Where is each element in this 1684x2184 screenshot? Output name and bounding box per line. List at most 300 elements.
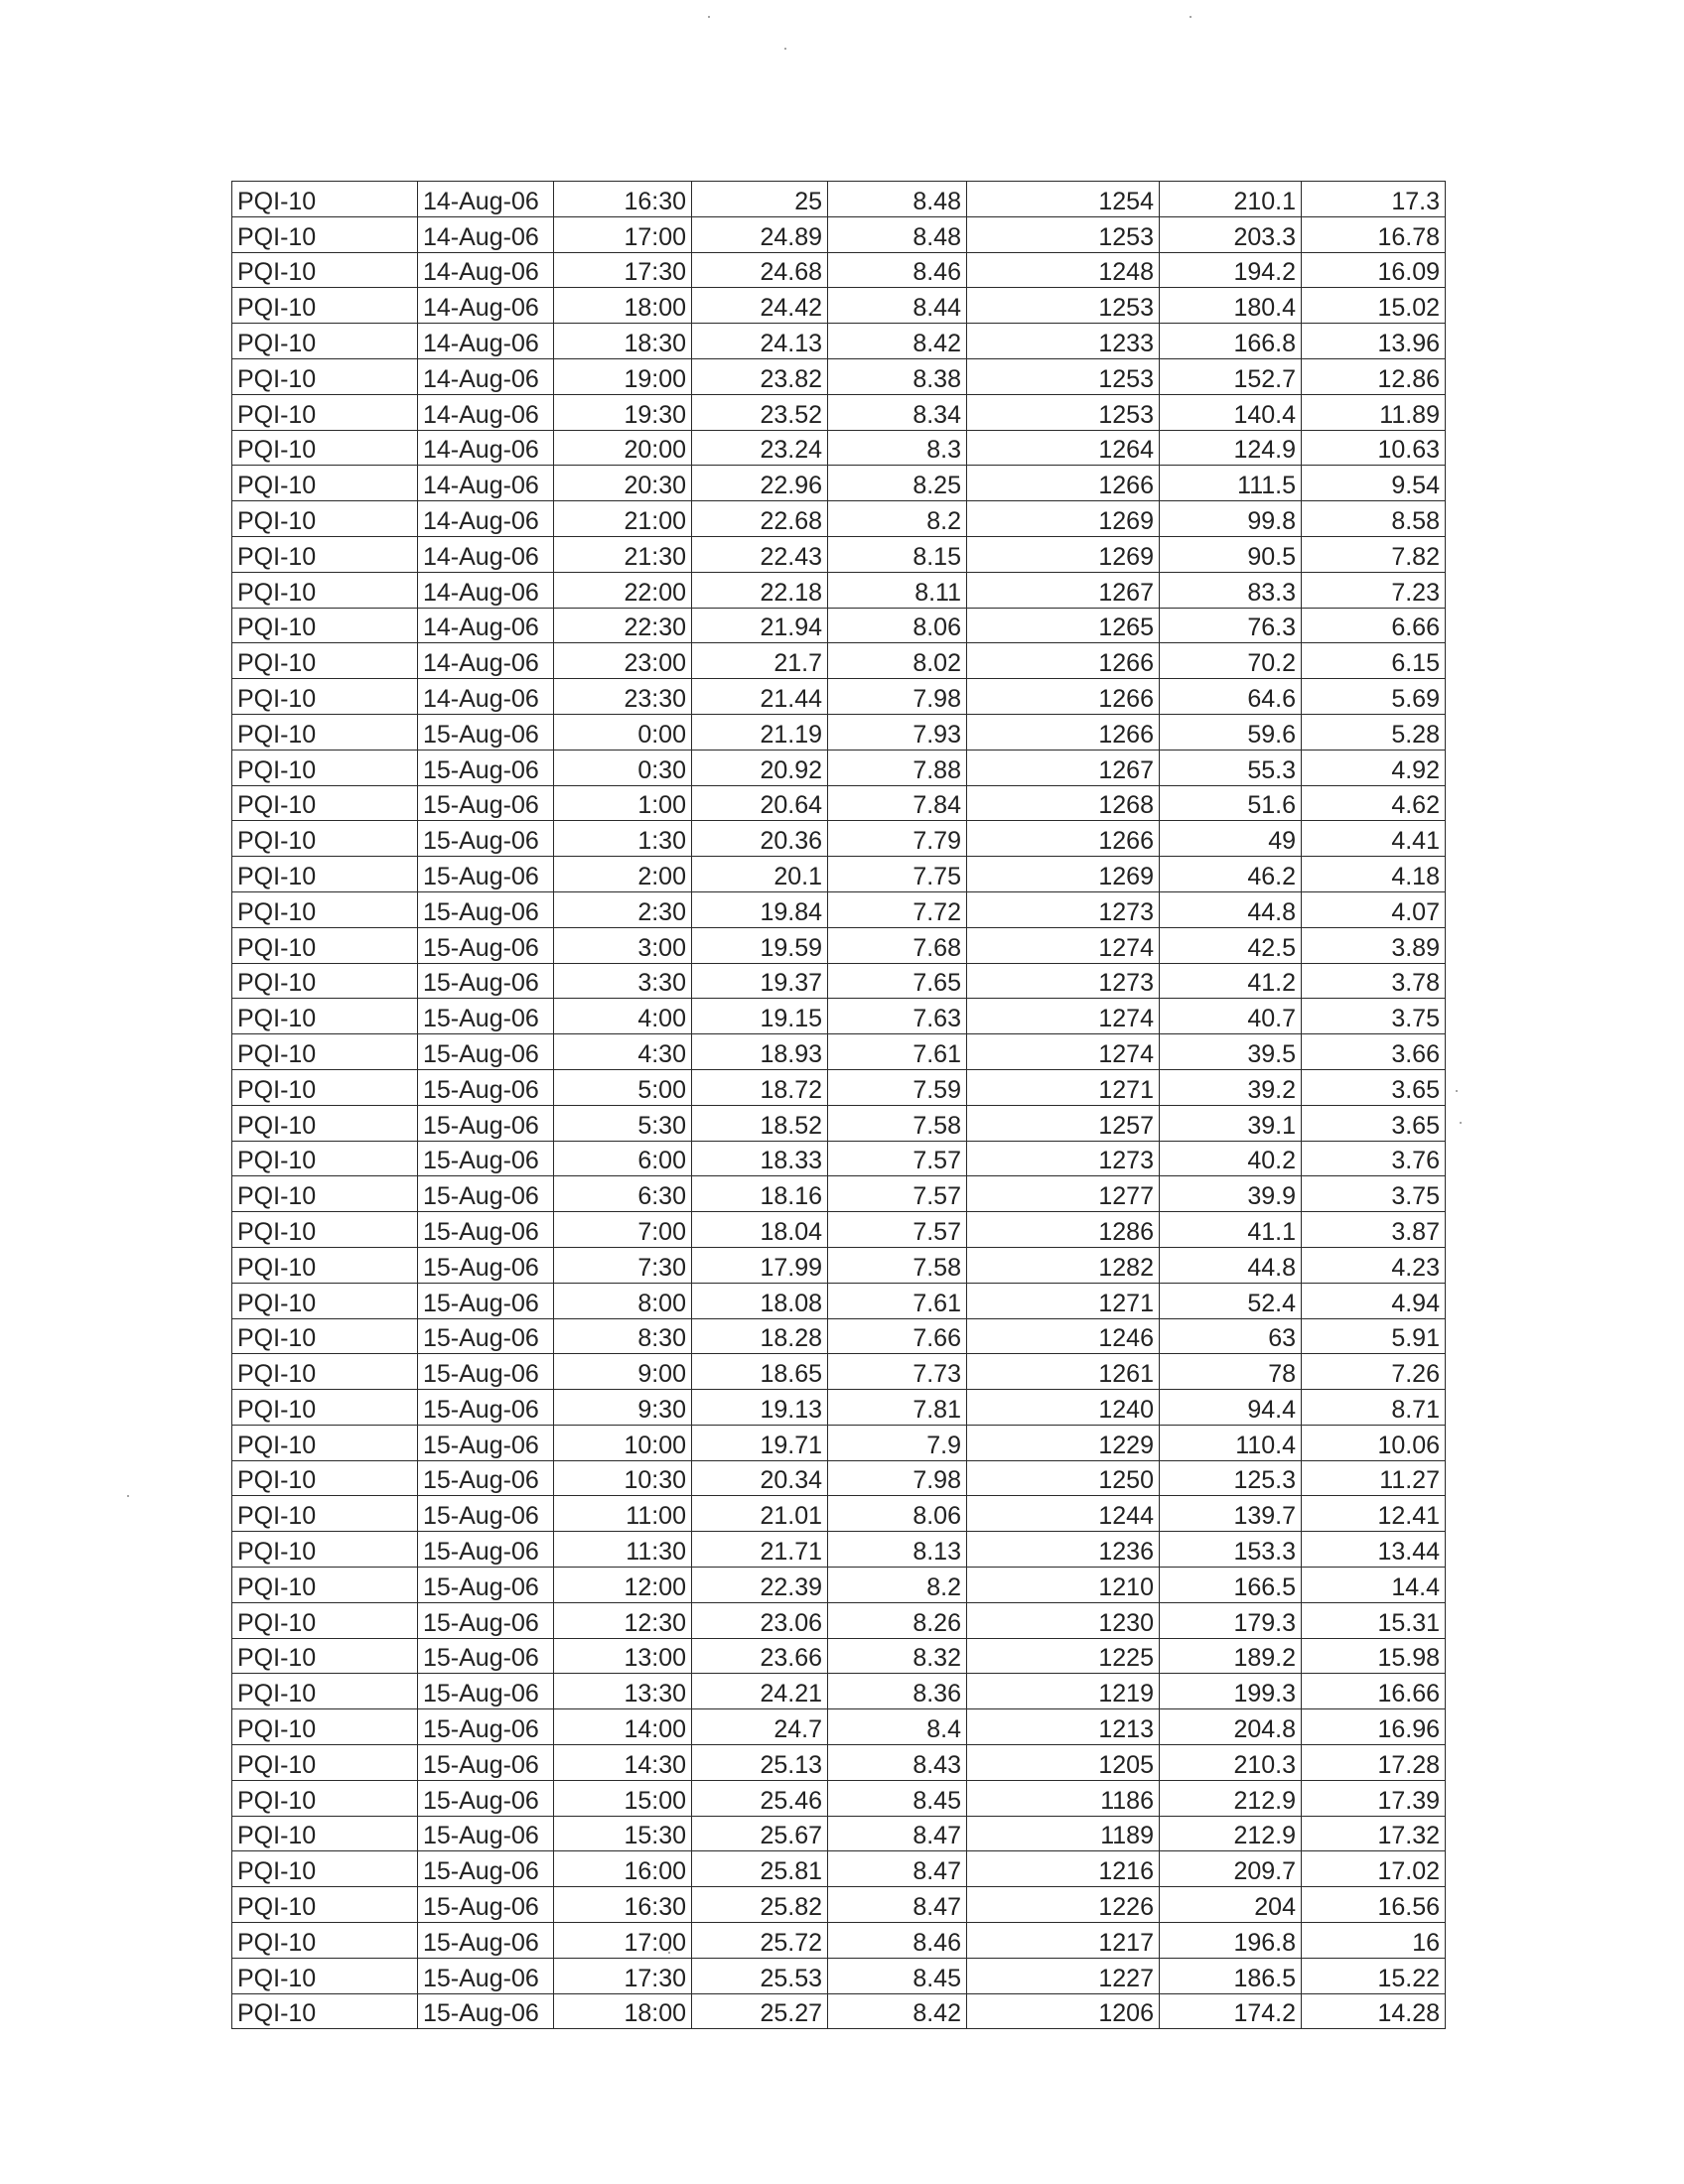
value-cell: 7.59 (828, 1069, 967, 1105)
value-cell: 6.15 (1302, 643, 1446, 679)
value-cell: 8.13 (828, 1532, 967, 1568)
value-cell: 20.36 (692, 821, 828, 857)
site-cell: PQI-10 (232, 1568, 418, 1603)
site-cell: PQI-10 (232, 999, 418, 1034)
value-cell: 18.52 (692, 1105, 828, 1141)
time-cell: 7:00 (554, 1212, 692, 1248)
table-row (232, 679, 1446, 715)
value-cell: 7.58 (828, 1105, 967, 1141)
value-cell: 1264 (967, 430, 1160, 466)
table-row (232, 1354, 1446, 1390)
table-row (232, 288, 1446, 324)
table-row (232, 714, 1446, 750)
date-cell: 15-Aug-06 (418, 1460, 554, 1496)
value-cell: 110.4 (1160, 1425, 1302, 1460)
date-cell: 14-Aug-06 (418, 182, 554, 217)
table-row (232, 1390, 1446, 1426)
table-row (232, 750, 1446, 785)
date-cell: 15-Aug-06 (418, 963, 554, 999)
value-cell: 8.06 (828, 1496, 967, 1532)
site-cell: PQI-10 (232, 1354, 418, 1390)
value-cell: 1219 (967, 1674, 1160, 1709)
value-cell: 1277 (967, 1176, 1160, 1212)
time-cell: 3:00 (554, 927, 692, 963)
value-cell: 199.3 (1160, 1674, 1302, 1709)
value-cell: 1266 (967, 679, 1160, 715)
value-cell: 7.93 (828, 714, 967, 750)
time-cell: 12:30 (554, 1602, 692, 1638)
value-cell: 1273 (967, 963, 1160, 999)
value-cell: 20.1 (692, 857, 828, 892)
value-cell: 22.68 (692, 501, 828, 537)
value-cell: 21.94 (692, 608, 828, 643)
table-row (232, 1318, 1446, 1354)
value-cell: 7.73 (828, 1354, 967, 1390)
value-cell: 25.13 (692, 1745, 828, 1781)
value-cell: 8.48 (828, 216, 967, 252)
value-cell: 15.22 (1302, 1958, 1446, 1993)
table-row (232, 501, 1446, 537)
date-cell: 15-Aug-06 (418, 1568, 554, 1603)
value-cell: 3.78 (1302, 963, 1446, 999)
value-cell: 1282 (967, 1247, 1160, 1283)
site-cell: PQI-10 (232, 394, 418, 430)
value-cell: 1244 (967, 1496, 1160, 1532)
value-cell: 39.9 (1160, 1176, 1302, 1212)
value-cell: 166.8 (1160, 324, 1302, 359)
date-cell: 15-Aug-06 (418, 1602, 554, 1638)
site-cell: PQI-10 (232, 216, 418, 252)
site-cell: PQI-10 (232, 1780, 418, 1816)
time-cell: 11:30 (554, 1532, 692, 1568)
site-cell: PQI-10 (232, 821, 418, 857)
value-cell: 17.02 (1302, 1851, 1446, 1887)
value-cell: 139.7 (1160, 1496, 1302, 1532)
time-cell: 8:00 (554, 1283, 692, 1318)
value-cell: 3.75 (1302, 999, 1446, 1034)
site-cell: PQI-10 (232, 1069, 418, 1105)
value-cell: 8.26 (828, 1602, 967, 1638)
value-cell: 4.62 (1302, 785, 1446, 821)
value-cell: 25 (692, 182, 828, 217)
value-cell: 19.71 (692, 1425, 828, 1460)
value-cell: 22.39 (692, 1568, 828, 1603)
value-cell: 1253 (967, 358, 1160, 394)
date-cell: 15-Aug-06 (418, 1638, 554, 1674)
value-cell: 1274 (967, 1034, 1160, 1070)
value-cell: 49 (1160, 821, 1302, 857)
value-cell: 1226 (967, 1887, 1160, 1923)
value-cell: 25.81 (692, 1851, 828, 1887)
date-cell: 15-Aug-06 (418, 1069, 554, 1105)
site-cell: PQI-10 (232, 1638, 418, 1674)
table-row (232, 252, 1446, 288)
value-cell: 7.26 (1302, 1354, 1446, 1390)
date-cell: 14-Aug-06 (418, 466, 554, 501)
table-row (232, 572, 1446, 608)
time-cell: 17:00 (554, 1923, 692, 1959)
site-cell: PQI-10 (232, 1958, 418, 1993)
table-row (232, 1638, 1446, 1674)
value-cell: 39.1 (1160, 1105, 1302, 1141)
value-cell: 3.66 (1302, 1034, 1446, 1070)
value-cell: 59.6 (1160, 714, 1302, 750)
table-row (232, 358, 1446, 394)
table-row (232, 1709, 1446, 1745)
value-cell: 18.65 (692, 1354, 828, 1390)
value-cell: 5.69 (1302, 679, 1446, 715)
value-cell: 212.9 (1160, 1780, 1302, 1816)
date-cell: 15-Aug-06 (418, 1496, 554, 1532)
value-cell: 3.76 (1302, 1141, 1446, 1176)
value-cell: 16.66 (1302, 1674, 1446, 1709)
value-cell: 18.33 (692, 1141, 828, 1176)
time-cell: 8:30 (554, 1318, 692, 1354)
value-cell: 25.82 (692, 1887, 828, 1923)
value-cell: 11.89 (1302, 394, 1446, 430)
table-row (232, 927, 1446, 963)
value-cell: 1229 (967, 1425, 1160, 1460)
value-cell: 3.75 (1302, 1176, 1446, 1212)
value-cell: 1253 (967, 216, 1160, 252)
site-cell: PQI-10 (232, 572, 418, 608)
date-cell: 15-Aug-06 (418, 1176, 554, 1212)
value-cell: 3.87 (1302, 1212, 1446, 1248)
value-cell: 17.28 (1302, 1745, 1446, 1781)
date-cell: 15-Aug-06 (418, 1816, 554, 1851)
table-row (232, 324, 1446, 359)
time-cell: 18:30 (554, 324, 692, 359)
table-row (232, 394, 1446, 430)
time-cell: 22:00 (554, 572, 692, 608)
time-cell: 9:00 (554, 1354, 692, 1390)
site-cell: PQI-10 (232, 1993, 418, 2029)
value-cell: 23.52 (692, 394, 828, 430)
value-cell: 209.7 (1160, 1851, 1302, 1887)
site-cell: PQI-10 (232, 714, 418, 750)
time-cell: 21:30 (554, 536, 692, 572)
value-cell: 24.89 (692, 216, 828, 252)
value-cell: 21.19 (692, 714, 828, 750)
value-cell: 7.57 (828, 1176, 967, 1212)
value-cell: 1233 (967, 324, 1160, 359)
value-cell: 17.3 (1302, 182, 1446, 217)
value-cell: 18.93 (692, 1034, 828, 1070)
table-row (232, 1887, 1446, 1923)
site-cell: PQI-10 (232, 1532, 418, 1568)
value-cell: 8.2 (828, 1568, 967, 1603)
table-row (232, 1851, 1446, 1887)
value-cell: 8.45 (828, 1780, 967, 1816)
site-cell: PQI-10 (232, 358, 418, 394)
value-cell: 20.34 (692, 1460, 828, 1496)
value-cell: 8.3 (828, 430, 967, 466)
value-cell: 8.58 (1302, 501, 1446, 537)
value-cell: 152.7 (1160, 358, 1302, 394)
site-cell: PQI-10 (232, 430, 418, 466)
site-cell: PQI-10 (232, 1212, 418, 1248)
date-cell: 15-Aug-06 (418, 1993, 554, 2029)
value-cell: 9.54 (1302, 466, 1446, 501)
time-cell: 16:00 (554, 1851, 692, 1887)
value-cell: 1267 (967, 750, 1160, 785)
value-cell: 17.39 (1302, 1780, 1446, 1816)
value-cell: 24.13 (692, 324, 828, 359)
date-cell: 15-Aug-06 (418, 1283, 554, 1318)
date-cell: 15-Aug-06 (418, 1247, 554, 1283)
value-cell: 23.06 (692, 1602, 828, 1638)
value-cell: 8.36 (828, 1674, 967, 1709)
time-cell: 12:00 (554, 1568, 692, 1603)
table-row (232, 1141, 1446, 1176)
table-row (232, 857, 1446, 892)
value-cell: 21.44 (692, 679, 828, 715)
value-cell: 44.8 (1160, 1247, 1302, 1283)
value-cell: 210.1 (1160, 182, 1302, 217)
value-cell: 21.7 (692, 643, 828, 679)
value-cell: 1213 (967, 1709, 1160, 1745)
date-cell: 15-Aug-06 (418, 891, 554, 927)
value-cell: 1274 (967, 927, 1160, 963)
value-cell: 1254 (967, 182, 1160, 217)
site-cell: PQI-10 (232, 608, 418, 643)
value-cell: 16 (1302, 1923, 1446, 1959)
time-cell: 23:30 (554, 679, 692, 715)
value-cell: 14.28 (1302, 1993, 1446, 2029)
table-body (232, 182, 1446, 2029)
value-cell: 7.72 (828, 891, 967, 927)
time-cell: 10:30 (554, 1460, 692, 1496)
value-cell: 10.06 (1302, 1425, 1446, 1460)
value-cell: 7.57 (828, 1141, 967, 1176)
time-cell: 13:30 (554, 1674, 692, 1709)
date-cell: 15-Aug-06 (418, 1318, 554, 1354)
date-cell: 14-Aug-06 (418, 643, 554, 679)
value-cell: 1225 (967, 1638, 1160, 1674)
value-cell: 23.82 (692, 358, 828, 394)
table-row (232, 608, 1446, 643)
value-cell: 13.96 (1302, 324, 1446, 359)
site-cell: PQI-10 (232, 324, 418, 359)
value-cell: 16.56 (1302, 1887, 1446, 1923)
value-cell: 1250 (967, 1460, 1160, 1496)
value-cell: 15.02 (1302, 288, 1446, 324)
value-cell: 7.88 (828, 750, 967, 785)
value-cell: 3.65 (1302, 1069, 1446, 1105)
value-cell: 3.65 (1302, 1105, 1446, 1141)
date-cell: 15-Aug-06 (418, 1390, 554, 1426)
value-cell: 1269 (967, 857, 1160, 892)
value-cell: 16.96 (1302, 1709, 1446, 1745)
value-cell: 8.46 (828, 252, 967, 288)
time-cell: 5:30 (554, 1105, 692, 1141)
value-cell: 8.47 (828, 1816, 967, 1851)
date-cell: 15-Aug-06 (418, 1709, 554, 1745)
value-cell: 1216 (967, 1851, 1160, 1887)
value-cell: 7.68 (828, 927, 967, 963)
site-cell: PQI-10 (232, 1887, 418, 1923)
table-row (232, 430, 1446, 466)
value-cell: 8.02 (828, 643, 967, 679)
date-cell: 15-Aug-06 (418, 1354, 554, 1390)
date-cell: 14-Aug-06 (418, 536, 554, 572)
table-row (232, 1923, 1446, 1959)
site-cell: PQI-10 (232, 1923, 418, 1959)
value-cell: 7.61 (828, 1034, 967, 1070)
value-cell: 70.2 (1160, 643, 1302, 679)
value-cell: 8.2 (828, 501, 967, 537)
time-cell: 6:00 (554, 1141, 692, 1176)
value-cell: 8.4 (828, 1709, 967, 1745)
value-cell: 19.37 (692, 963, 828, 999)
value-cell: 5.28 (1302, 714, 1446, 750)
value-cell: 186.5 (1160, 1958, 1302, 1993)
value-cell: 166.5 (1160, 1568, 1302, 1603)
time-cell: 21:00 (554, 501, 692, 537)
site-cell: PQI-10 (232, 182, 418, 217)
value-cell: 196.8 (1160, 1923, 1302, 1959)
value-cell: 7.66 (828, 1318, 967, 1354)
value-cell: 90.5 (1160, 536, 1302, 572)
date-cell: 15-Aug-06 (418, 821, 554, 857)
value-cell: 41.2 (1160, 963, 1302, 999)
value-cell: 1274 (967, 999, 1160, 1034)
value-cell: 23.24 (692, 430, 828, 466)
value-cell: 8.15 (828, 536, 967, 572)
value-cell: 44.8 (1160, 891, 1302, 927)
time-cell: 16:30 (554, 182, 692, 217)
value-cell: 8.48 (828, 182, 967, 217)
time-cell: 22:30 (554, 608, 692, 643)
value-cell: 17.99 (692, 1247, 828, 1283)
value-cell: 20.64 (692, 785, 828, 821)
value-cell: 1206 (967, 1993, 1160, 2029)
value-cell: 52.4 (1160, 1283, 1302, 1318)
table-row (232, 1034, 1446, 1070)
value-cell: 55.3 (1160, 750, 1302, 785)
value-cell: 4.23 (1302, 1247, 1446, 1283)
value-cell: 8.06 (828, 608, 967, 643)
site-cell: PQI-10 (232, 1496, 418, 1532)
value-cell: 39.2 (1160, 1069, 1302, 1105)
time-cell: 16:30 (554, 1887, 692, 1923)
value-cell: 8.38 (828, 358, 967, 394)
site-cell: PQI-10 (232, 1425, 418, 1460)
date-cell: 15-Aug-06 (418, 1532, 554, 1568)
site-cell: PQI-10 (232, 1602, 418, 1638)
value-cell: 24.42 (692, 288, 828, 324)
scan-speck (127, 1495, 129, 1497)
table-row (232, 1780, 1446, 1816)
time-cell: 2:00 (554, 857, 692, 892)
value-cell: 1257 (967, 1105, 1160, 1141)
site-cell: PQI-10 (232, 288, 418, 324)
time-cell: 15:00 (554, 1780, 692, 1816)
value-cell: 21.01 (692, 1496, 828, 1532)
value-cell: 189.2 (1160, 1638, 1302, 1674)
scan-speck (708, 16, 710, 18)
site-cell: PQI-10 (232, 1283, 418, 1318)
value-cell: 17.32 (1302, 1816, 1446, 1851)
value-cell: 19.84 (692, 891, 828, 927)
value-cell: 153.3 (1160, 1532, 1302, 1568)
value-cell: 25.67 (692, 1816, 828, 1851)
date-cell: 15-Aug-06 (418, 1105, 554, 1141)
table-row (232, 1816, 1446, 1851)
date-cell: 14-Aug-06 (418, 216, 554, 252)
value-cell: 1266 (967, 466, 1160, 501)
table-row (232, 1247, 1446, 1283)
time-cell: 18:00 (554, 1993, 692, 2029)
value-cell: 7.9 (828, 1425, 967, 1460)
value-cell: 179.3 (1160, 1602, 1302, 1638)
time-cell: 1:00 (554, 785, 692, 821)
value-cell: 23.66 (692, 1638, 828, 1674)
table-row (232, 891, 1446, 927)
site-cell: PQI-10 (232, 536, 418, 572)
value-cell: 13.44 (1302, 1532, 1446, 1568)
date-cell: 15-Aug-06 (418, 1745, 554, 1781)
time-cell: 14:30 (554, 1745, 692, 1781)
value-cell: 14.4 (1302, 1568, 1446, 1603)
value-cell: 1265 (967, 608, 1160, 643)
site-cell: PQI-10 (232, 963, 418, 999)
value-cell: 140.4 (1160, 394, 1302, 430)
date-cell: 14-Aug-06 (418, 252, 554, 288)
date-cell: 14-Aug-06 (418, 394, 554, 430)
value-cell: 19.13 (692, 1390, 828, 1426)
value-cell: 7.82 (1302, 536, 1446, 572)
value-cell: 19.59 (692, 927, 828, 963)
value-cell: 12.41 (1302, 1496, 1446, 1532)
date-cell: 15-Aug-06 (418, 1674, 554, 1709)
table-row (232, 785, 1446, 821)
value-cell: 8.34 (828, 394, 967, 430)
value-cell: 1271 (967, 1283, 1160, 1318)
value-cell: 7.98 (828, 679, 967, 715)
time-cell: 15:30 (554, 1816, 692, 1851)
site-cell: PQI-10 (232, 643, 418, 679)
value-cell: 204.8 (1160, 1709, 1302, 1745)
date-cell: 14-Aug-06 (418, 608, 554, 643)
table-row (232, 466, 1446, 501)
time-cell: 19:00 (554, 358, 692, 394)
table-row (232, 216, 1446, 252)
date-cell: 15-Aug-06 (418, 750, 554, 785)
value-cell: 6.66 (1302, 608, 1446, 643)
value-cell: 124.9 (1160, 430, 1302, 466)
time-cell: 4:00 (554, 999, 692, 1034)
value-cell: 21.71 (692, 1532, 828, 1568)
value-cell: 8.42 (828, 324, 967, 359)
value-cell: 111.5 (1160, 466, 1302, 501)
time-cell: 2:30 (554, 891, 692, 927)
value-cell: 63 (1160, 1318, 1302, 1354)
value-cell: 1273 (967, 1141, 1160, 1176)
site-cell: PQI-10 (232, 501, 418, 537)
value-cell: 24.68 (692, 252, 828, 288)
value-cell: 16.78 (1302, 216, 1446, 252)
time-cell: 18:00 (554, 288, 692, 324)
date-cell: 15-Aug-06 (418, 1851, 554, 1887)
value-cell: 1266 (967, 821, 1160, 857)
table-row (232, 1460, 1446, 1496)
value-cell: 94.4 (1160, 1390, 1302, 1426)
value-cell: 1261 (967, 1354, 1160, 1390)
site-cell: PQI-10 (232, 466, 418, 501)
site-cell: PQI-10 (232, 1034, 418, 1070)
value-cell: 125.3 (1160, 1460, 1302, 1496)
